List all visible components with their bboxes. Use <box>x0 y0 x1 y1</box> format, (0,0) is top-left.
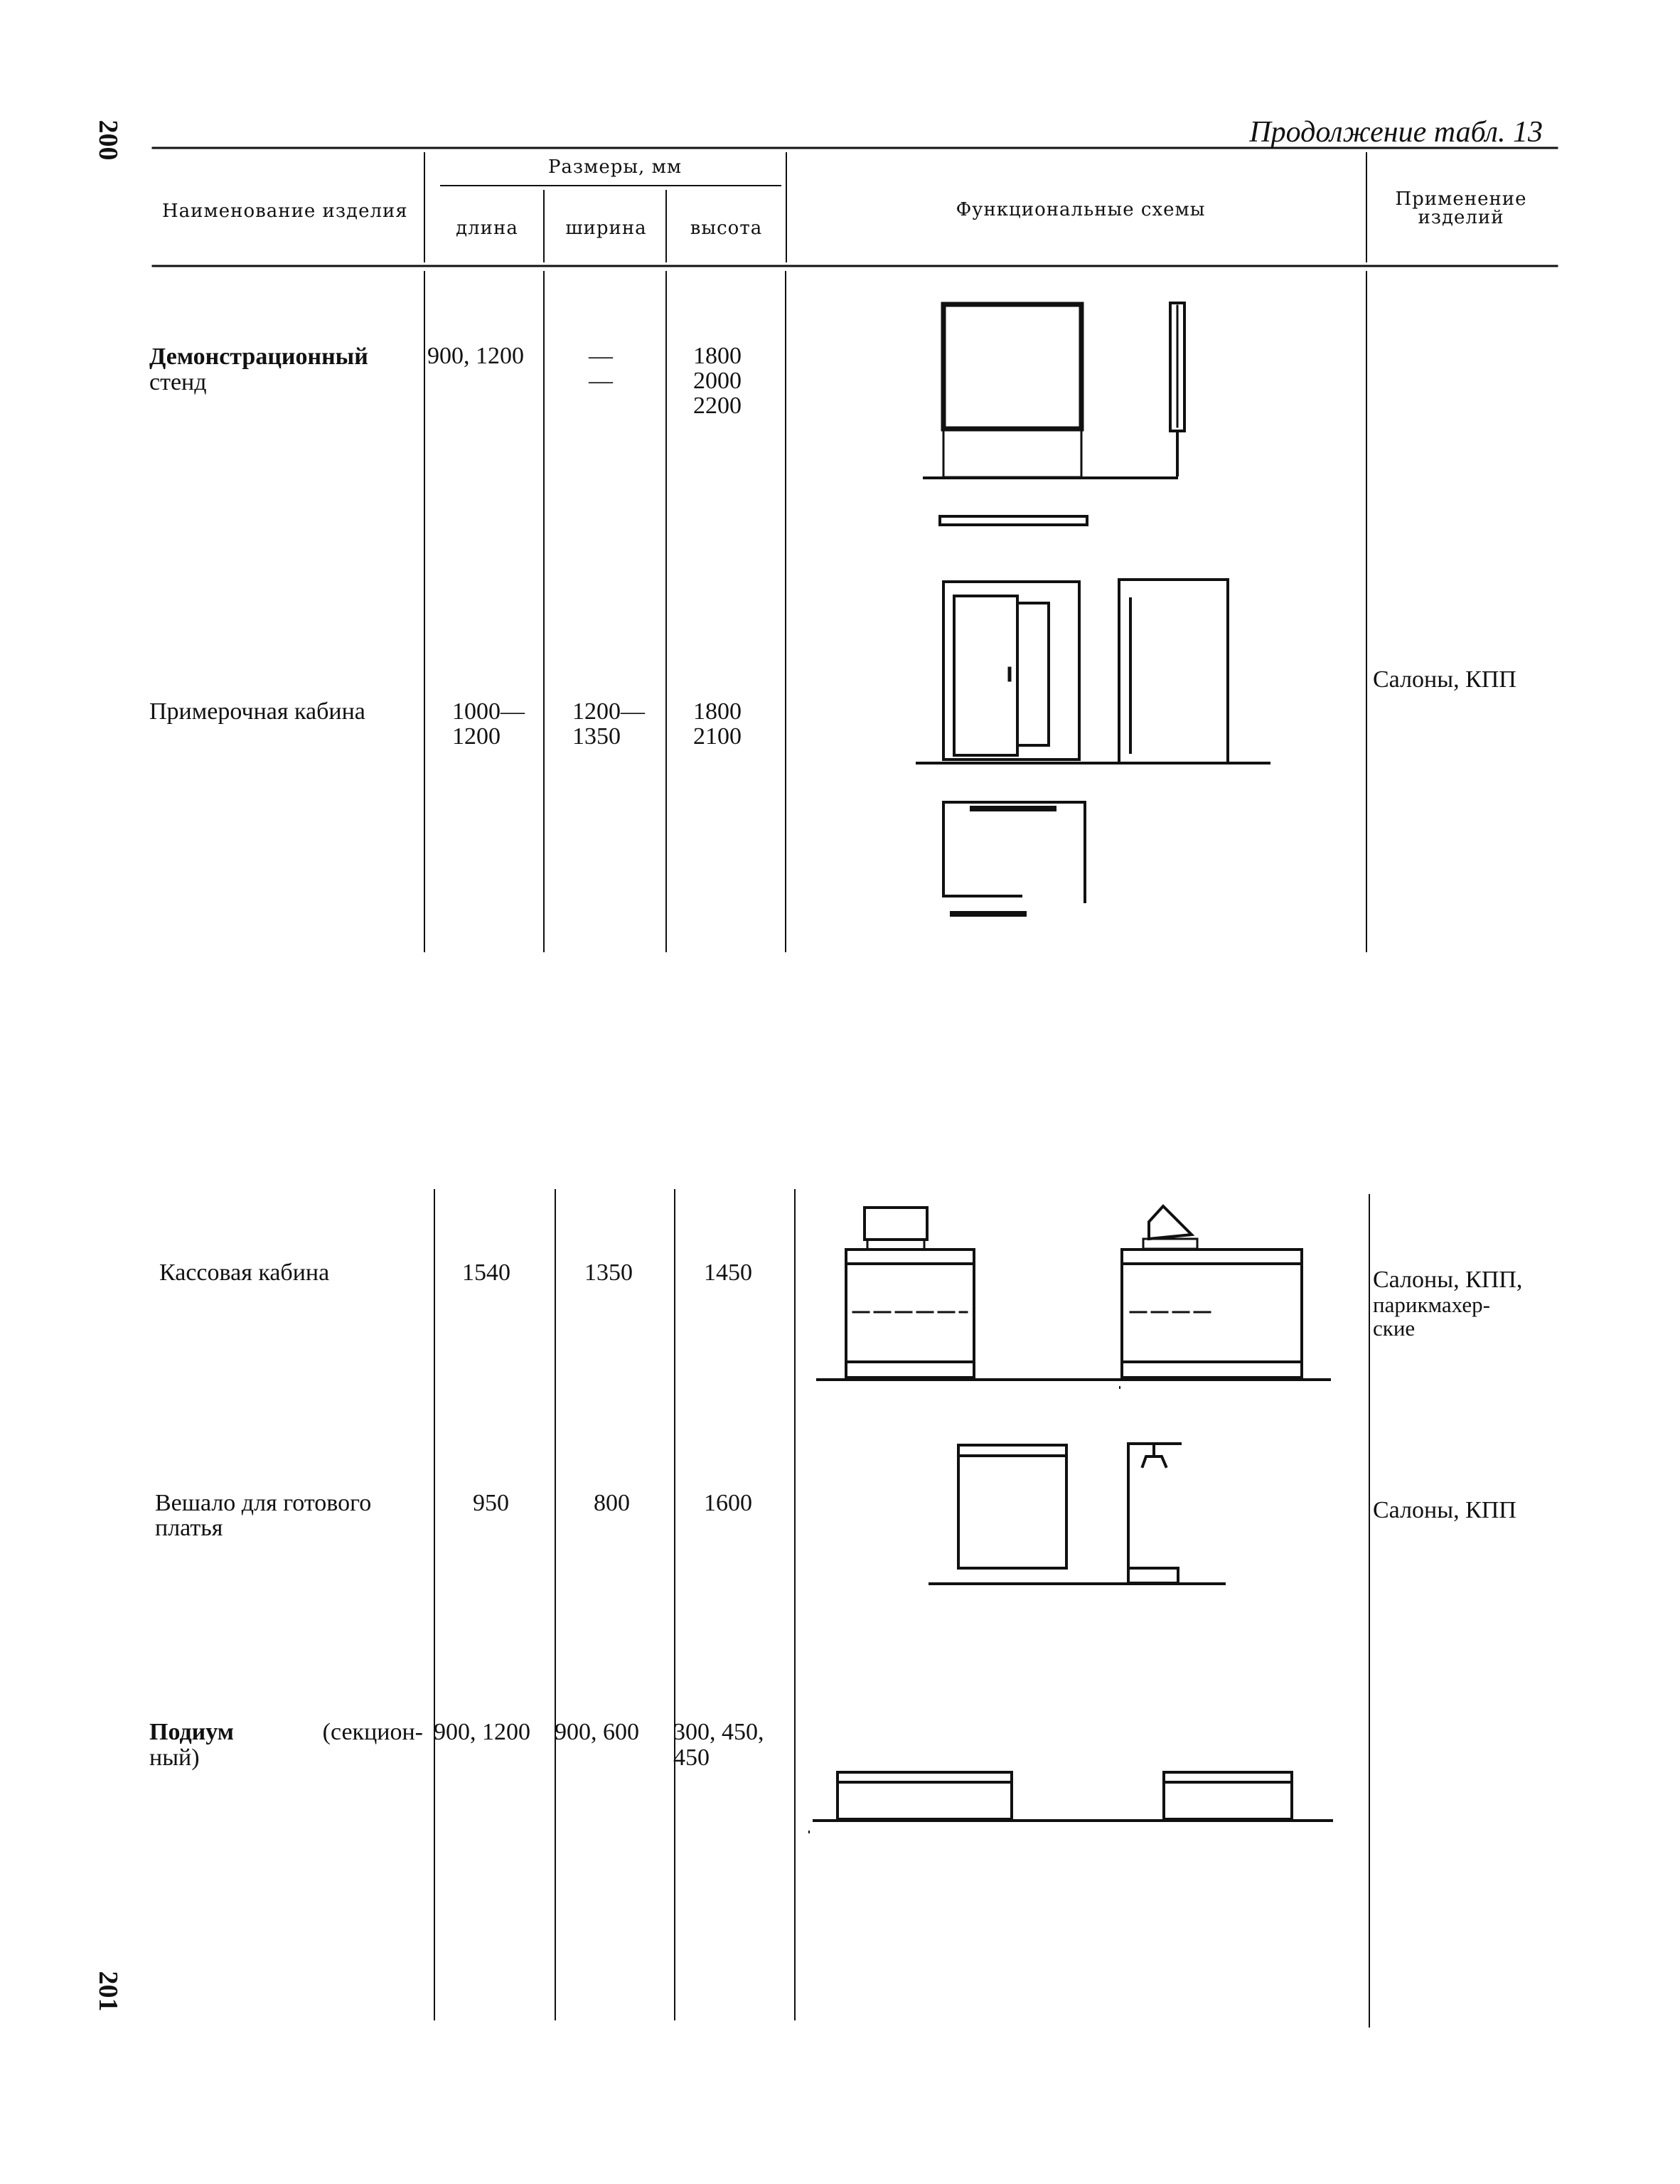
header-height: высота <box>690 218 763 239</box>
row-4-length: 950 <box>473 1490 509 1516</box>
page-number-top: 200 <box>93 119 123 161</box>
row-1-name-line-1: Демонстрационный <box>149 343 368 370</box>
row-4-name-line-1: Вешало для готового <box>155 1490 372 1516</box>
row-4-height: 1600 <box>704 1490 752 1516</box>
header-width: ширина <box>565 218 647 239</box>
row-2-height-2: 2100 <box>693 723 742 750</box>
row-5-name-word-1: Подиум <box>149 1719 234 1745</box>
row-3-usage-line-3: ские <box>1373 1316 1416 1341</box>
cash-booth-scheme <box>818 1206 1329 1388</box>
page-number-bottom: 201 <box>93 1971 123 2012</box>
header-length: длина <box>456 218 518 239</box>
row-3-usage-line-2: парикмахер- <box>1373 1292 1490 1317</box>
row-1-name-line-2: стенд <box>149 369 207 395</box>
row-2-length-1: 1000— <box>452 698 525 725</box>
row-3-usage-line-1: Салоны, КПП, <box>1373 1267 1523 1293</box>
row-3-length: 1540 <box>462 1259 510 1286</box>
row-5-name-line-2: ный) <box>149 1744 200 1771</box>
row-5-length: 900, 1200 <box>434 1719 530 1745</box>
header-usage-line1: Применение <box>1395 188 1527 210</box>
table-continuation-title: Продолжение табл. 13 <box>1249 116 1543 149</box>
row-2-height-1: 1800 <box>693 698 742 725</box>
row-3-name-line-1: Кассовая кабина <box>159 1259 330 1286</box>
row-5-width: 900, 600 <box>555 1719 639 1745</box>
header-usage-line2: изделий <box>1418 207 1504 228</box>
row-3-width: 1350 <box>584 1259 633 1286</box>
row-5-height-1: 300, 450, <box>673 1719 764 1745</box>
podium-scheme <box>809 1772 1332 1833</box>
row-2-name-line-1: Примерочная кабина <box>149 698 365 725</box>
row-1-width-2: — <box>589 368 613 394</box>
header-schemes: Функциональные схемы <box>956 199 1206 220</box>
fitting-room-scheme <box>917 580 1269 914</box>
row-2-width-1: 1200— <box>572 698 645 725</box>
row-4-width: 800 <box>594 1490 630 1516</box>
header-name: Наименование изделия <box>162 201 408 222</box>
row-2-usage-line-1: Салоны, КПП <box>1373 666 1516 693</box>
clothes-rack-scheme <box>930 1444 1224 1584</box>
row-5-height-2: 450 <box>673 1744 710 1771</box>
row-3-height: 1450 <box>704 1259 752 1286</box>
row-4-usage-line-1: Салоны, КПП <box>1373 1497 1516 1523</box>
row-1-height-3: 2200 <box>693 393 742 419</box>
row-1-height-2: 2000 <box>693 368 742 394</box>
row-5-name-word-2: (секцион- <box>322 1719 423 1745</box>
stand-scheme <box>924 303 1184 525</box>
row-1-width-1: — <box>589 343 613 369</box>
row-2-length-2: 1200 <box>452 723 501 750</box>
row-1-height-1: 1800 <box>693 343 742 369</box>
row-4-name-line-2: платья <box>155 1515 223 1541</box>
row-1-length: 900, 1200 <box>427 343 524 369</box>
row-2-width-2: 1350 <box>572 723 621 750</box>
header-sizes: Размеры, мм <box>547 156 683 178</box>
